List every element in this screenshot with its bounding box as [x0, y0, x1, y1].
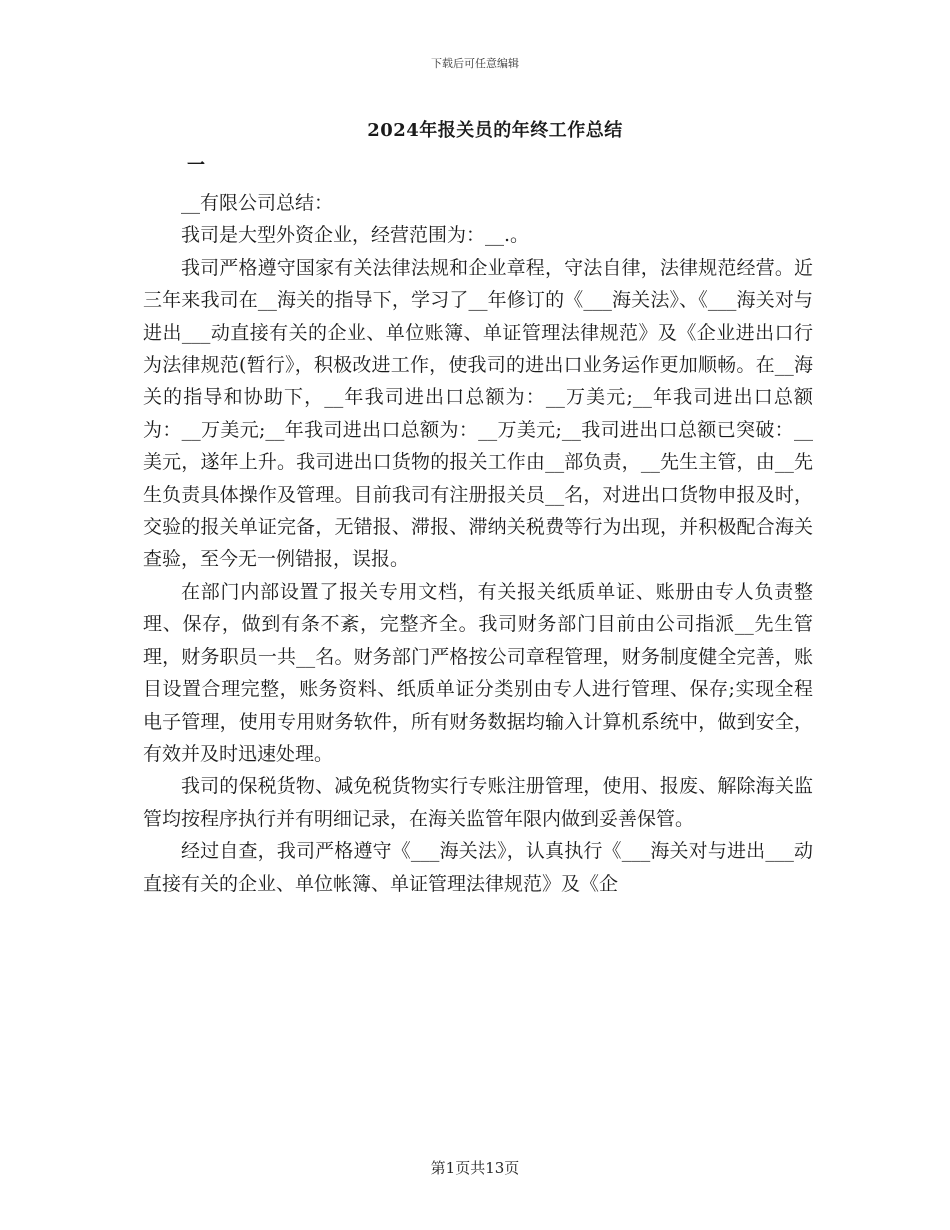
download-note: 下载后可任意编辑: [431, 57, 519, 70]
document-body: [143, 187, 813, 900]
paragraph-compliance-overview: 我司严格遵守国家有关法律法规和企业章程，守法自律，法律规范经营。近三年来我司在__海关的指导下，学习了__年修订的《___海关法》、《___海关对与进出___动直接有关的企业、单位账簿、单证管理法律规范》及《企业进出口行为法律规范(暂行》，积极改进工作，使我司的进出口业务运作更加顺畅。在__海关的指导和协助下，__年我司进出口总额为：__万美元;__年我司进出口总额为：__万美元;__年我司进出口总额为：__万美元;__我司进出口总额已突破：__美元，遂年上升。我司进出口货物的报关工作由__部负责，__先生主管，由__先生负责具体操作及管理。目前我司有注册报关员__名，对进出口货物申报及时，交验的报关单证完备，无错报、滞报、滞纳关税费等行为出现，并积极配合海关查验，至今无一例错报，误报。: [143, 256, 813, 571]
paragraph-records-management: 在部门内部设置了报关专用文档，有关报关纸质单证、账册由专人负责整理、保存，做到有条不紊，完整齐全。我司财务部门目前由公司指派__先生管理，财务职员一共__名。财务部门严格按公司章程管理，财务制度健全完善，账目设置合理完整，账务资料、纸质单证分类别由专人进行管理、保存;实现全程电子管理，使用专用财务软件，所有财务数据均输入计算机系统中，做到安全，有效并及时迅速处理。: [143, 580, 813, 765]
section-number: 一: [187, 155, 205, 176]
paragraph-business-scope: 我司是大型外资企业，经营范围为：__.。: [181, 224, 530, 247]
document-title: 2024年报关员的年终工作总结: [367, 120, 623, 141]
paragraph-company-heading: __有限公司总结：: [181, 192, 334, 214]
page-number: 第1页共13页: [430, 1159, 520, 1177]
paragraph-self-inspection: 经过自查，我司严格遵守《___海关法》，认真执行《___海关对与进出___动直接有关的企业、单位帐簿、单证管理法律规范》及《企: [143, 840, 813, 895]
paragraph-bonded-goods: 我司的保税货物、减免税货物实行专账注册管理，使用、报废、解除海关监管均按程序执行并有明细记录，在海关监管年限内做到妥善保管。: [143, 775, 813, 830]
